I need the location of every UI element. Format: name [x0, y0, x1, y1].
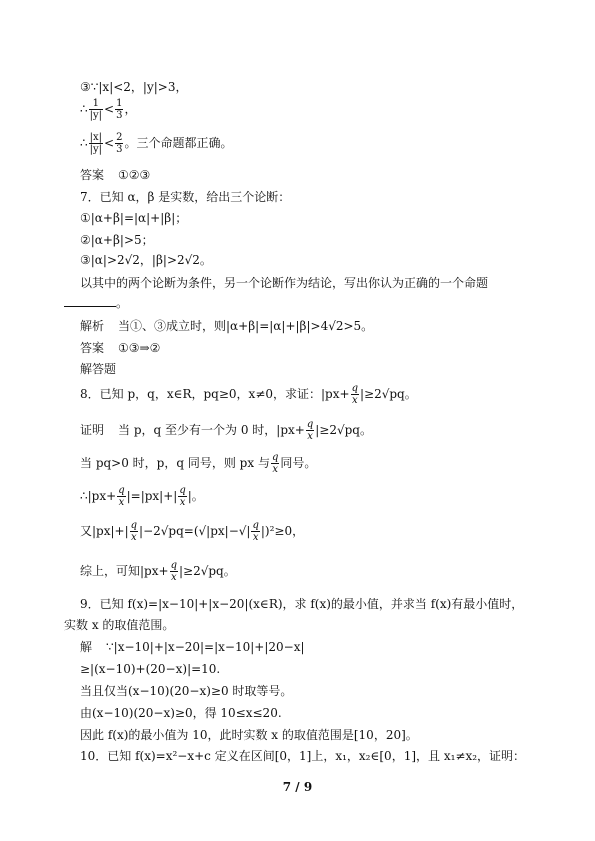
line-16: 当 pq>0 时，p，q 同号，则 px 与 $\frac{q}{x}$ 同号。: [80, 452, 317, 475]
fraction: $\frac{q}{x}$: [179, 485, 186, 508]
line-7: ②|α+β|>5；: [80, 233, 154, 247]
line-27: 10．已知 f(x)=x²−x+c 定义在区间[0，1]上，x₁，x₂∈[0，1]，且 x₁≠x₂，证明：: [80, 749, 526, 763]
line-22: 解 ∵|x−10|+|x−20|=|x−10|+|20−x|: [80, 640, 305, 654]
line-4: [80, 168, 150, 182]
fraction: $\frac{|x|}{|y|}$: [89, 132, 103, 155]
fraction: $\frac{q}{x}$: [351, 383, 358, 406]
line-11: 解析 当①、③成立时，则|α+β|=|α|+|β|>4√2>5。: [80, 319, 374, 333]
answer-label: 答案: [80, 341, 105, 355]
page-number: 7 / 9: [282, 780, 313, 794]
line-19: 综上，可知|px+ $\frac{q}{x}$ |≥2√pq。: [80, 560, 236, 583]
analysis-label: 解析: [80, 319, 105, 333]
line-14: 8．已知 p，q，x∈R，pq≥0，x≠0，求证：|px+ $\frac{q}{x}$ |≥2√pq。: [80, 383, 417, 406]
line-17: ∴|px+ $\frac{q}{x}$ |=|px|+| $\frac{q}{x}$ |。: [80, 485, 204, 508]
answer-value: ①③⇒②: [118, 341, 161, 355]
line-23: ≥|(x−10)+(20−x)|=10.: [80, 662, 221, 676]
fraction: $\frac{q}{x}$: [252, 520, 259, 543]
line-5: 7．已知 α，β 是实数，给出三个论断：: [80, 190, 291, 204]
line-12: [80, 341, 160, 355]
answer-value: ①②③: [118, 168, 151, 182]
section-heading: 解答题: [80, 362, 117, 376]
line-3: ∴ $\frac{|x|}{|y|}$ < $\frac{2}{3}$ 。三个命题都正确。: [80, 132, 233, 155]
line-18: 又|px|+| $\frac{q}{x}$ |−2√pq=(√|px|−√| $\frac{q}{x}$ |)²≥0，: [80, 520, 305, 543]
answer-blank: [64, 296, 116, 307]
line-6: ①|α+β|=|α|+|β|；: [80, 211, 188, 225]
line-25: 由(x−10)(20−x)≥0，得 10≤x≤20.: [80, 706, 282, 720]
line-15: 证明 当 p，q 至少有一个为 0 时，|px+ $\frac{q}{x}$ |≥2√pq。: [80, 419, 372, 442]
fraction: $\frac{2}{3}$: [116, 132, 123, 155]
line-20: 9．已知 f(x)=|x−10|+|x−20|(x∈R)，求 f(x)的最小值，并求当 f(x)有最小值时，: [80, 597, 524, 611]
fraction: $\frac{1}{3}$: [116, 98, 123, 121]
proof-label: 证明: [80, 423, 105, 437]
line-26: 因此 f(x)的最小值为 10，此时实数 x 的取值范围是[10，20]。: [80, 728, 418, 742]
fraction: $\frac{q}{x}$: [130, 520, 138, 543]
fraction: $\frac{q}{x}$: [118, 485, 125, 508]
line-10: 。: [64, 296, 128, 310]
line-8: ③|α|>2√2，|β|>2√2。: [80, 253, 212, 267]
line-24: 当且仅当(x−10)(20−x)≥0 时取等号。: [80, 684, 293, 698]
answer-label: 答案: [80, 168, 105, 182]
line-21: 实数 x 的取值范围。: [64, 618, 175, 632]
solution-label: 解: [80, 640, 93, 654]
line-2: ∴ $\frac{1}{|y|}$ < $\frac{1}{3}$ ，: [80, 98, 137, 121]
line-1: ③∵|x|<2，|y|>3，: [80, 80, 188, 94]
fraction: $\frac{q}{x}$: [306, 419, 314, 442]
line-9: 以其中的两个论断为条件，另一个论断作为结论，写出你认为正确的一个命题: [80, 276, 489, 290]
fraction: $\frac{q}{x}$: [170, 560, 177, 583]
fraction: $\frac{1}{|y|}$: [89, 98, 103, 121]
fraction: $\frac{q}{x}$: [271, 452, 279, 475]
